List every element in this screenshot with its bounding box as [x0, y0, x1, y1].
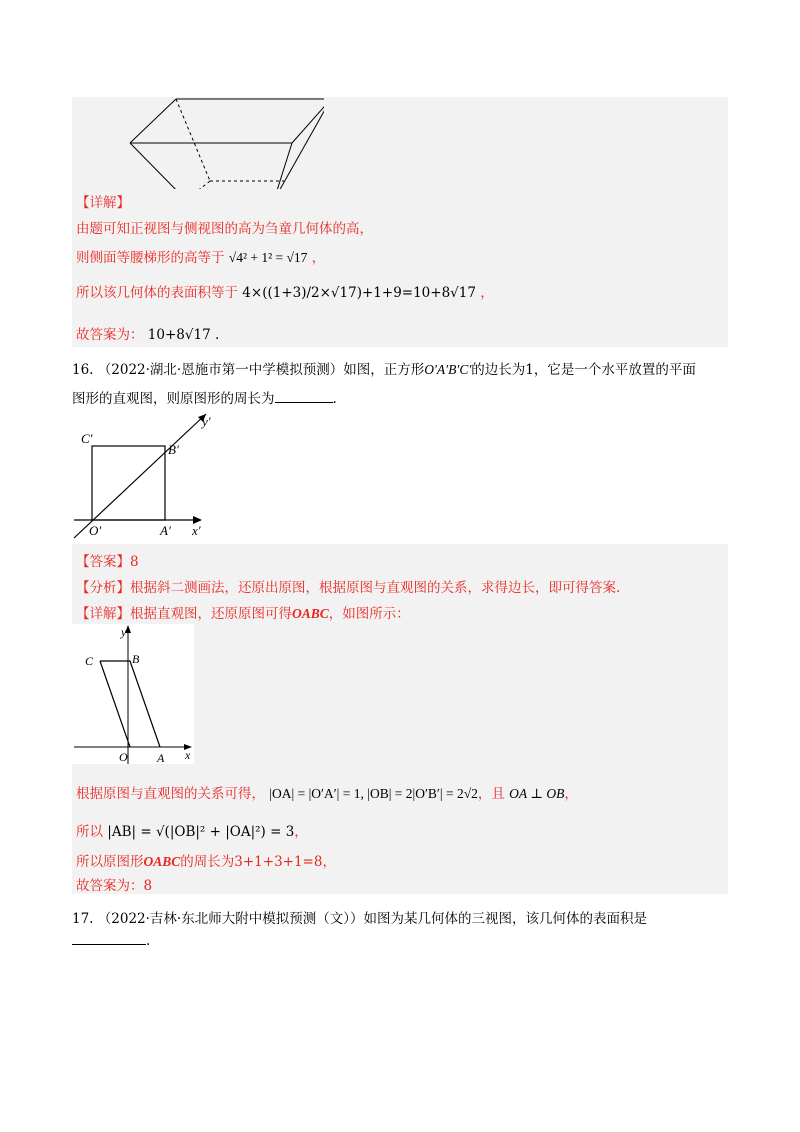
perimeter-suffix: 的周长为3+1+3+1=8， [180, 854, 336, 870]
perpendicular-relation: OA ⊥ OB [509, 786, 565, 801]
question-source: （2022·湖北·恩施市第一中学模拟预测） [97, 362, 344, 378]
question-text-2: 的边长为1，它是一个水平放置的平面 [471, 362, 696, 378]
final-answer-line [76, 874, 152, 894]
analysis-text: 根据斜二测画法，还原出原图，根据原图与直观图的关系，求得边长，即可得答案. [130, 580, 621, 596]
question-number: 17. [72, 911, 94, 927]
surface-area-formula: 4×((1+3)/2×√17)+1+9=10+8√17 [242, 285, 476, 301]
question-17-line-2 [72, 933, 150, 949]
label-B: B [132, 652, 140, 666]
answer-formula: 10+8√17 [147, 327, 211, 343]
detail-line-3-prefix: 所以该几何体的表面积等于 [76, 285, 238, 301]
label-A: A [157, 751, 165, 764]
solution-box-16 [72, 544, 728, 894]
question-text: 如图为某几何体的三视图，该几何体的表面积是 [363, 911, 647, 927]
label-O-prime: O′ [89, 523, 102, 538]
comma: ， [311, 250, 326, 266]
label-B-prime: B′ [168, 442, 179, 457]
final-prefix: 故答案为： [76, 878, 144, 894]
detail-shape: OABC [292, 606, 329, 621]
relation-line [76, 782, 578, 802]
solution-box-15 [72, 97, 728, 347]
oblique-view-figure [72, 412, 222, 542]
label-y-prime: y′ [202, 414, 211, 429]
analysis-line [76, 576, 620, 596]
answer-line [76, 550, 139, 570]
detail-line-2 [76, 246, 325, 266]
original-figure [72, 624, 194, 764]
analysis-tag: 【分析】 [76, 580, 130, 596]
relation-prefix: 根据原图与直观图的关系可得， [76, 786, 265, 802]
ab-formula: |AB| = √(|OB|² + |OA|²) = 3 [107, 824, 295, 840]
detail-prefix: 根据直观图，还原原图可得 [130, 606, 292, 622]
question-source: （2022·吉林·东北师大附中模拟预测（文）） [97, 911, 364, 927]
detail-line-2-prefix: 则侧面等腰梯形的高等于 [76, 250, 225, 266]
detail-tag: 【详解】 [76, 195, 130, 211]
question-16-line-1 [72, 358, 696, 378]
question-text-3: 图形的直观图，则原图形的周长为 [72, 391, 275, 407]
answer-blank [72, 944, 146, 945]
perimeter-line [76, 850, 336, 870]
label-C: C [85, 654, 94, 668]
label-x: x [185, 748, 191, 762]
question-number: 16. [72, 362, 94, 378]
relation-formula: |OA| = |O′A′| = 1, |OB| = 2|O′B′| = 2√2 [269, 786, 478, 801]
detail-line-4 [76, 323, 219, 343]
detail-line-3 [76, 281, 494, 301]
perimeter-prefix: 所以原图形 [76, 854, 144, 870]
relation-mid: ，且 [477, 786, 505, 802]
answer-blank [275, 402, 333, 403]
label-C-prime: C′ [81, 431, 93, 446]
square-name: O′A′B′C′ [424, 362, 472, 377]
relation-end: ， [564, 786, 578, 802]
period: . [214, 327, 220, 343]
ab-length-line [76, 820, 308, 840]
answer-tag: 【答案】 [76, 554, 130, 570]
detail-line [76, 602, 410, 622]
label-y: y [121, 625, 127, 639]
comma: ， [480, 285, 494, 301]
ab-prefix: 所以 [76, 824, 103, 840]
final-value: 8 [143, 878, 153, 894]
question-text-1: 如图，正方形 [343, 362, 425, 378]
trapezoid-height-formula: √4² + 1² = √17 [228, 250, 308, 265]
detail-tag: 【详解】 [76, 606, 130, 622]
question-16-line-2 [72, 387, 337, 407]
question-end: . [146, 933, 151, 949]
label-x-prime: x′ [192, 523, 201, 538]
detail-line-4-prefix: 故答案为： [76, 327, 144, 343]
answer-value: 8 [130, 554, 139, 570]
frustum-figure [124, 97, 324, 189]
label-O: O [119, 750, 128, 764]
detail-suffix: ，如图所示： [328, 606, 410, 622]
detail-line-1: 由题可知正视图与侧视图的高为刍童几何体的高， [76, 221, 373, 237]
question-end: . [332, 391, 337, 407]
question-17-line-1 [72, 907, 647, 927]
ab-end: ， [294, 824, 308, 840]
perimeter-shape: OABC [143, 854, 181, 869]
label-A-prime: A′ [160, 523, 171, 538]
original-figure-panel [72, 624, 194, 764]
